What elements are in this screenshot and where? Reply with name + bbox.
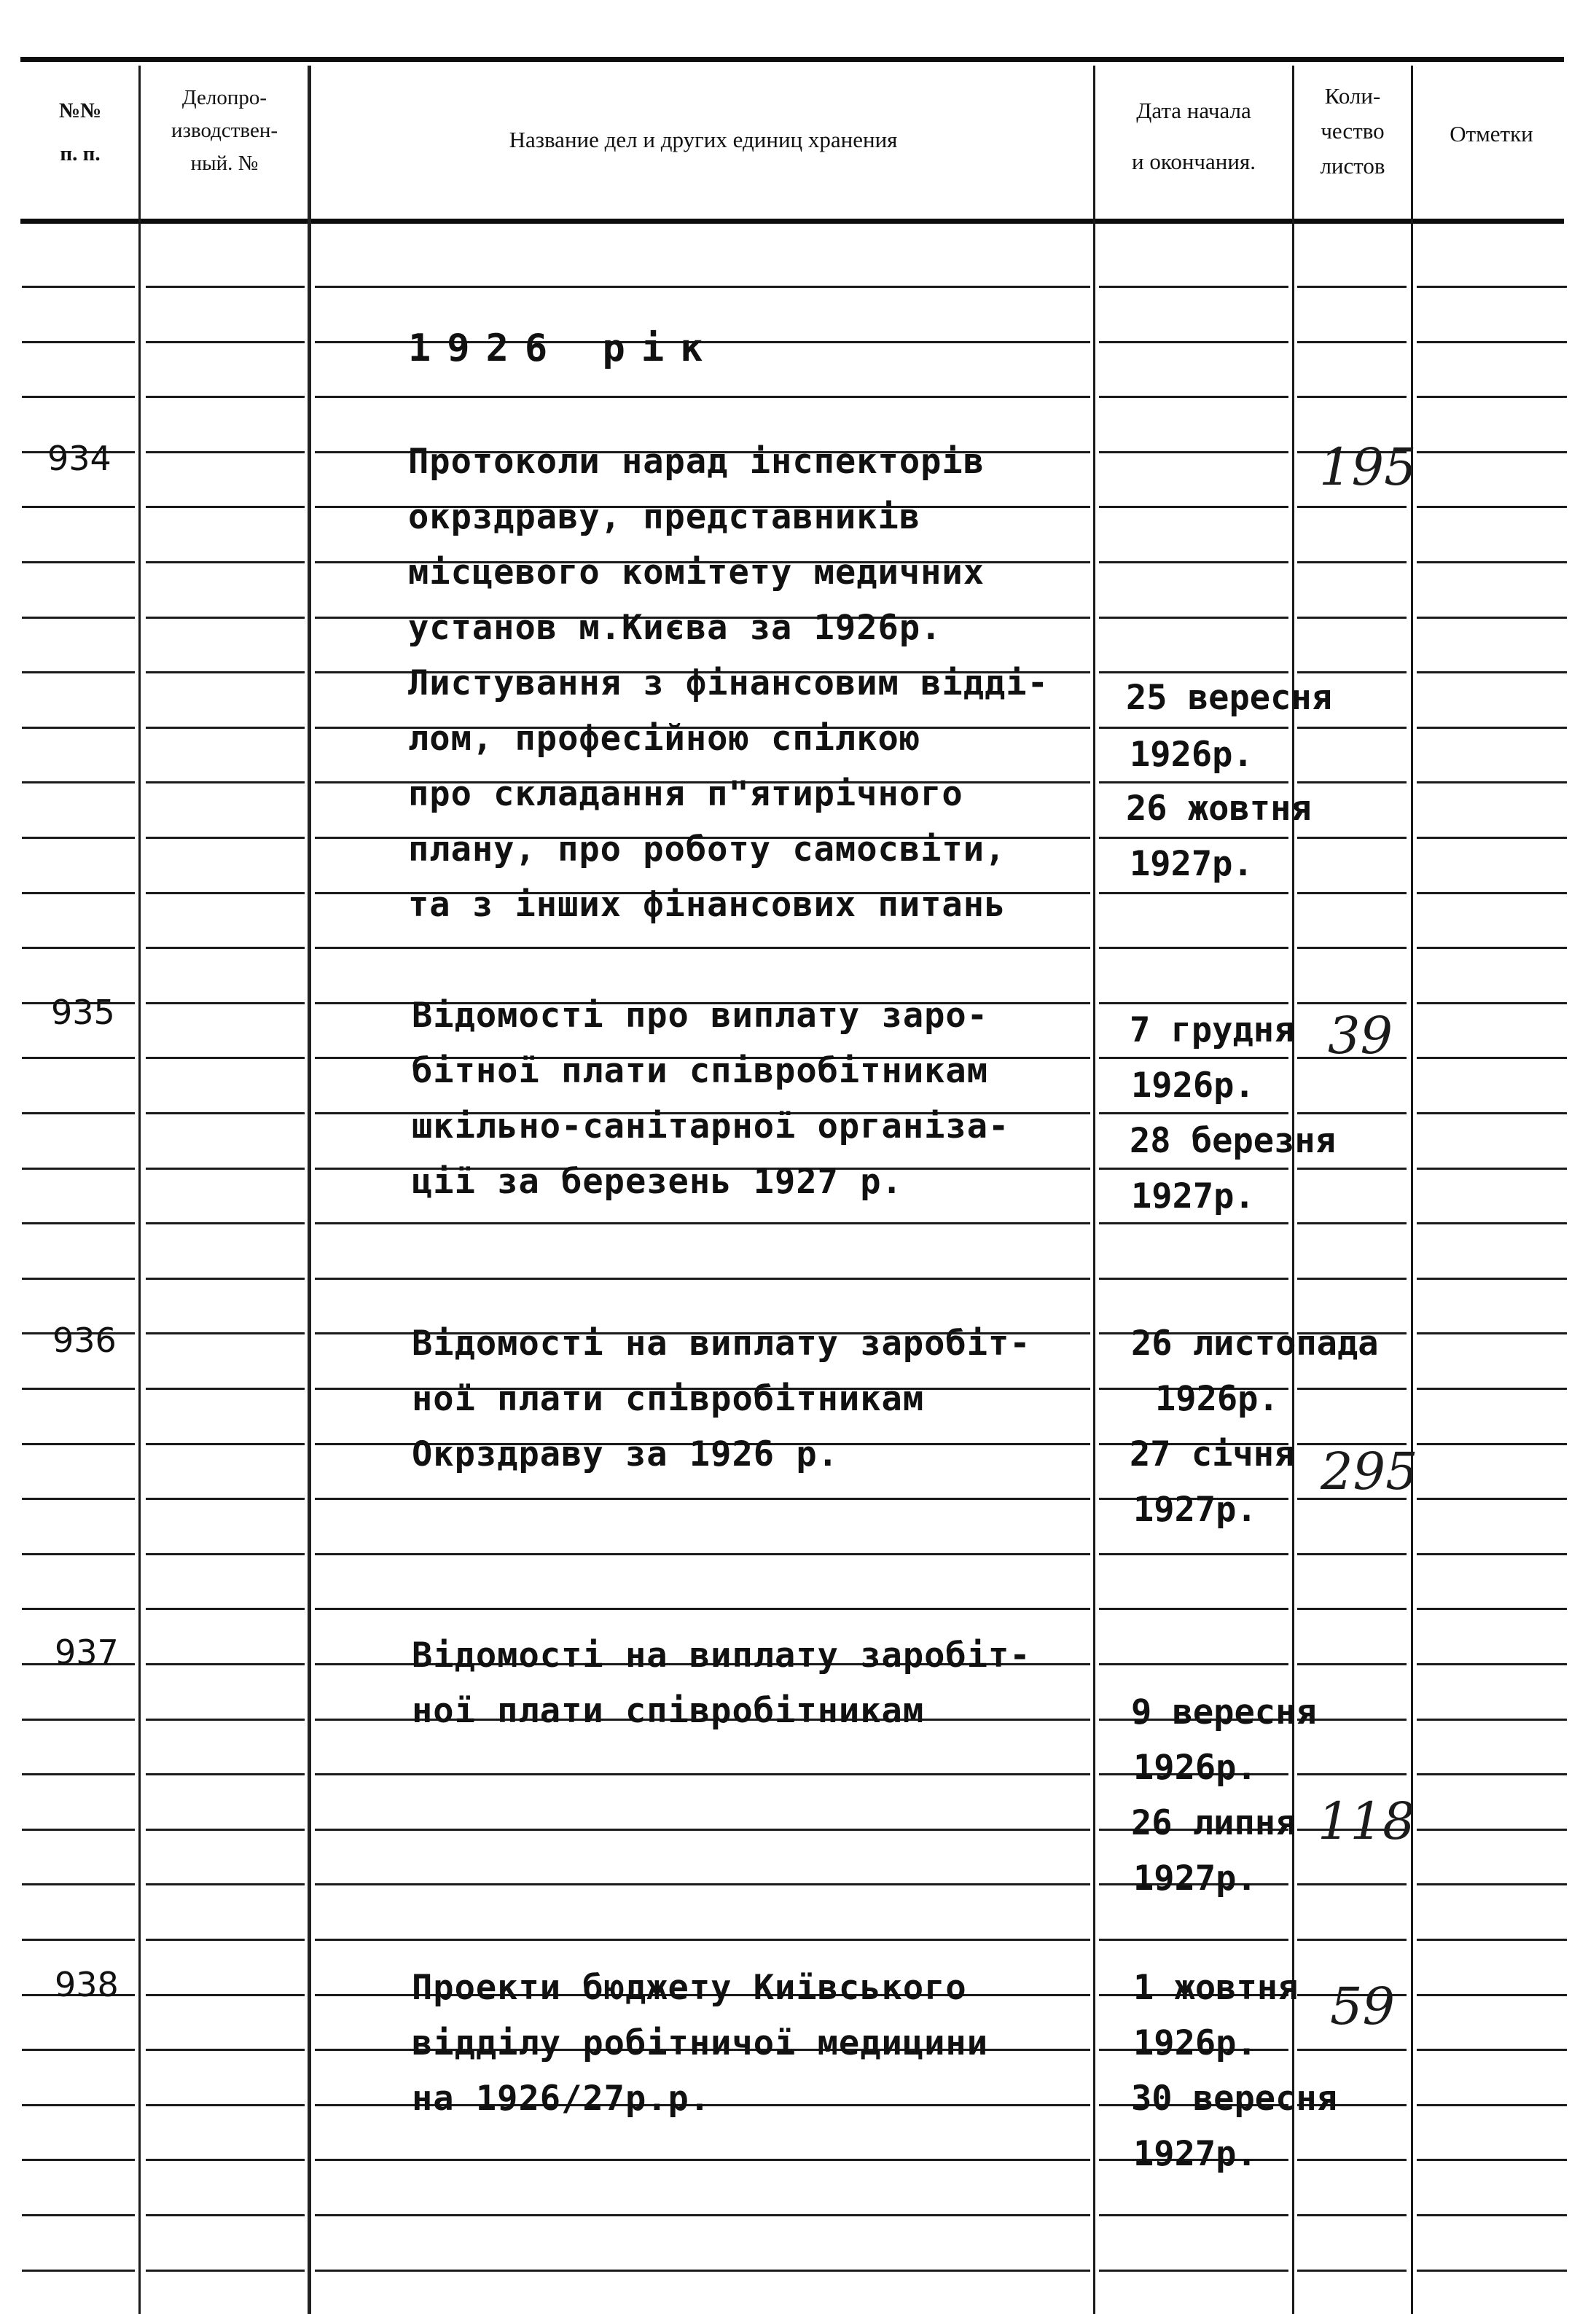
ruled-line	[1099, 1553, 1288, 1555]
ruled-line	[1417, 1112, 1567, 1114]
ruled-line	[1297, 561, 1407, 563]
ruled-line	[146, 781, 305, 783]
column-divider-5	[1411, 66, 1413, 2314]
ruled-line	[146, 2214, 305, 2216]
ruled-line	[1297, 1608, 1407, 1610]
ruled-line	[1417, 506, 1567, 508]
ruled-line	[1417, 781, 1567, 783]
ruled-line	[1099, 1112, 1288, 1114]
ruled-line	[315, 1883, 1090, 1885]
record-number: 935	[51, 993, 115, 1032]
ruled-line	[1297, 1939, 1407, 1941]
ruled-line	[1417, 2270, 1567, 2272]
ruled-line	[1417, 2214, 1567, 2216]
ruled-line	[1417, 2159, 1567, 2161]
ruled-line	[1297, 2214, 1407, 2216]
ruled-line	[1297, 617, 1407, 619]
column-divider-3	[1093, 66, 1095, 2314]
header-col-office-number: Делопро- изводствен- ный. №	[171, 86, 278, 175]
ruled-line	[22, 1112, 135, 1114]
ruled-line	[315, 2214, 1090, 2216]
ruled-line	[146, 1222, 305, 1224]
ruled-line	[146, 1608, 305, 1610]
ruled-line	[1099, 2214, 1288, 2216]
ruled-line	[1417, 1278, 1567, 1280]
ruled-line	[146, 1112, 305, 1114]
ruled-line	[22, 286, 135, 288]
ruled-line	[1099, 781, 1288, 783]
ruled-line	[146, 1553, 305, 1555]
ruled-line	[22, 2049, 135, 2051]
record-number: 938	[55, 1965, 119, 2004]
ruled-line	[1099, 2270, 1288, 2272]
section-year-heading: 1926 рік	[408, 327, 719, 370]
ruled-line	[1099, 892, 1288, 894]
ruled-line	[146, 2270, 305, 2272]
ruled-line	[1417, 1388, 1567, 1390]
record-number: 936	[52, 1321, 117, 1360]
ruled-line	[146, 1883, 305, 1885]
sheet-count: 59	[1330, 1977, 1396, 2036]
ruled-line	[1417, 341, 1567, 343]
ruled-line	[1417, 1332, 1567, 1334]
ruled-line	[1297, 506, 1407, 508]
header-col-number: №№ п. п.	[58, 99, 102, 165]
ruled-line	[146, 1994, 305, 1996]
ruled-line	[22, 341, 135, 343]
ruled-line	[1099, 286, 1288, 288]
ruled-line	[22, 1939, 135, 1941]
ruled-line	[22, 2270, 135, 2272]
ruled-line	[1417, 947, 1567, 949]
ruled-line	[315, 1608, 1090, 1610]
ruled-line	[146, 451, 305, 453]
ruled-line	[1297, 892, 1407, 894]
ruled-line	[22, 892, 135, 894]
sheet-count: 118	[1318, 1791, 1415, 1851]
ruled-line	[1099, 341, 1288, 343]
ruled-line	[22, 1168, 135, 1170]
ruled-line	[22, 1222, 135, 1224]
ruled-line	[22, 1608, 135, 1610]
ruled-line	[315, 2270, 1090, 2272]
ruled-line	[1417, 1002, 1567, 1004]
ruled-line	[315, 2159, 1090, 2161]
ruled-line	[22, 617, 135, 619]
ruled-line	[1297, 1112, 1407, 1114]
ruled-line	[146, 1168, 305, 1170]
ruled-line	[1417, 671, 1567, 673]
ruled-line	[22, 947, 135, 949]
ruled-line	[1417, 451, 1567, 453]
ruled-line	[1297, 1222, 1407, 1224]
ruled-line	[146, 1057, 305, 1059]
ruled-line	[1297, 1278, 1407, 1280]
ruled-line	[1099, 1057, 1288, 1059]
ruled-line	[146, 727, 305, 729]
ruled-line	[22, 2104, 135, 2106]
ruled-line	[22, 396, 135, 398]
ruled-line	[1099, 451, 1288, 453]
ruled-line	[1297, 2159, 1407, 2161]
top-border	[20, 57, 1564, 62]
header-col-notes: Отметки	[1450, 121, 1533, 146]
sheet-count: 39	[1328, 1006, 1393, 1066]
ruled-line	[146, 2159, 305, 2161]
ruled-line	[1099, 617, 1288, 619]
ruled-line	[146, 1829, 305, 1831]
ruled-line	[1417, 561, 1567, 563]
ruled-line	[1417, 2049, 1567, 2051]
ruled-line	[1099, 1278, 1288, 1280]
ruled-line	[146, 1773, 305, 1775]
header-col-title: Название дел и других единиц хранения	[509, 127, 898, 152]
ruled-line	[1297, 1663, 1407, 1665]
ruled-line	[1417, 286, 1567, 288]
ruled-line	[1417, 1168, 1567, 1170]
ruled-line	[315, 947, 1090, 949]
ruled-line	[315, 396, 1090, 398]
header-bottom-border	[20, 219, 1564, 224]
ruled-line	[1417, 727, 1567, 729]
ruled-line	[315, 1278, 1090, 1280]
ruled-line	[22, 837, 135, 839]
ruled-line	[1099, 1002, 1288, 1004]
ruled-line	[1417, 1443, 1567, 1445]
ruled-line	[1297, 671, 1407, 673]
header-col-dates: Дата начала и окончания.	[1132, 98, 1256, 175]
ruled-line	[1417, 1498, 1567, 1500]
ruled-line	[22, 1057, 135, 1059]
ruled-line	[1297, 341, 1407, 343]
ruled-line	[1099, 1608, 1288, 1610]
ruled-line	[22, 1883, 135, 1885]
ruled-line	[315, 1939, 1090, 1941]
ruled-line	[22, 561, 135, 563]
ruled-line	[1099, 837, 1288, 839]
ruled-line	[146, 1663, 305, 1665]
ruled-line	[315, 1553, 1090, 1555]
ruled-line	[1099, 1168, 1288, 1170]
ruled-line	[1417, 1719, 1567, 1721]
ruled-line	[146, 506, 305, 508]
ruled-line	[22, 2214, 135, 2216]
ruled-line	[146, 341, 305, 343]
ruled-line	[146, 892, 305, 894]
ruled-line	[22, 2159, 135, 2161]
ruled-line	[22, 1719, 135, 1721]
record-number: 934	[47, 439, 112, 478]
ruled-line	[1099, 1222, 1288, 1224]
ruled-line	[1417, 1883, 1567, 1885]
ruled-line	[1417, 1663, 1567, 1665]
ruled-line	[22, 506, 135, 508]
ruled-line	[146, 947, 305, 949]
ruled-line	[1297, 1773, 1407, 1775]
ruled-line	[1297, 837, 1407, 839]
ruled-line	[1297, 1553, 1407, 1555]
ruled-line	[146, 1498, 305, 1500]
ruled-line	[1417, 2104, 1567, 2106]
ruled-line	[1297, 286, 1407, 288]
ruled-line	[22, 1388, 135, 1390]
ruled-line	[1297, 2270, 1407, 2272]
ruled-line	[1297, 781, 1407, 783]
ruled-line	[146, 2049, 305, 2051]
ruled-line	[22, 1443, 135, 1445]
ruled-line	[146, 561, 305, 563]
ruled-line	[22, 671, 135, 673]
ruled-line	[1099, 506, 1288, 508]
ruled-line	[22, 1498, 135, 1500]
ruled-line	[146, 1388, 305, 1390]
ruled-line	[1099, 727, 1288, 729]
ruled-line	[1417, 837, 1567, 839]
ruled-line	[315, 1773, 1090, 1775]
ruled-line	[22, 727, 135, 729]
ruled-line	[146, 617, 305, 619]
ruled-line	[1417, 1994, 1567, 1996]
ruled-line	[1099, 947, 1288, 949]
ruled-line	[1417, 1608, 1567, 1610]
ruled-line	[146, 1719, 305, 1721]
ruled-line	[1417, 892, 1567, 894]
sheet-count: 295	[1321, 1442, 1418, 1501]
ruled-line	[146, 671, 305, 673]
ruled-line	[22, 1278, 135, 1280]
ruled-line	[146, 1278, 305, 1280]
ruled-line	[1099, 1939, 1288, 1941]
ruled-line	[1099, 396, 1288, 398]
ruled-line	[315, 1498, 1090, 1500]
ruled-line	[1099, 1663, 1288, 1665]
ruled-line	[1099, 561, 1288, 563]
ruled-line	[146, 2104, 305, 2106]
ruled-line	[1297, 1883, 1407, 1885]
ruled-line	[1297, 947, 1407, 949]
ruled-line	[1417, 1829, 1567, 1831]
ruled-line	[1417, 1222, 1567, 1224]
ruled-line	[146, 1939, 305, 1941]
ruled-line	[1297, 1002, 1407, 1004]
sheet-count: 195	[1319, 437, 1417, 497]
ruled-line	[22, 781, 135, 783]
column-divider-2	[308, 66, 311, 2314]
ruled-line	[1417, 396, 1567, 398]
record-number: 937	[55, 1633, 119, 1672]
ruled-line	[1099, 671, 1288, 673]
ruled-line	[1417, 1773, 1567, 1775]
ruled-line	[1417, 1057, 1567, 1059]
ruled-line	[146, 837, 305, 839]
ruled-line	[1297, 1388, 1407, 1390]
ruled-line	[1417, 617, 1567, 619]
ruled-line	[146, 1002, 305, 1004]
ruled-line	[146, 1332, 305, 1334]
ruled-line	[315, 1829, 1090, 1831]
ruled-line	[22, 1829, 135, 1831]
ruled-line	[1297, 727, 1407, 729]
header-col-sheets: Коли- чество листов	[1320, 83, 1385, 179]
ruled-line	[146, 286, 305, 288]
ruled-line	[1417, 1939, 1567, 1941]
ruled-line	[1297, 396, 1407, 398]
ruled-line	[315, 286, 1090, 288]
ruled-line	[1297, 2049, 1407, 2051]
ruled-line	[146, 396, 305, 398]
ruled-line	[22, 1773, 135, 1775]
ruled-line	[146, 1443, 305, 1445]
ruled-line	[1417, 1553, 1567, 1555]
ruled-line	[22, 1553, 135, 1555]
ruled-line	[1297, 1168, 1407, 1170]
column-divider-1	[138, 66, 141, 2314]
ruled-line	[315, 1222, 1090, 1224]
